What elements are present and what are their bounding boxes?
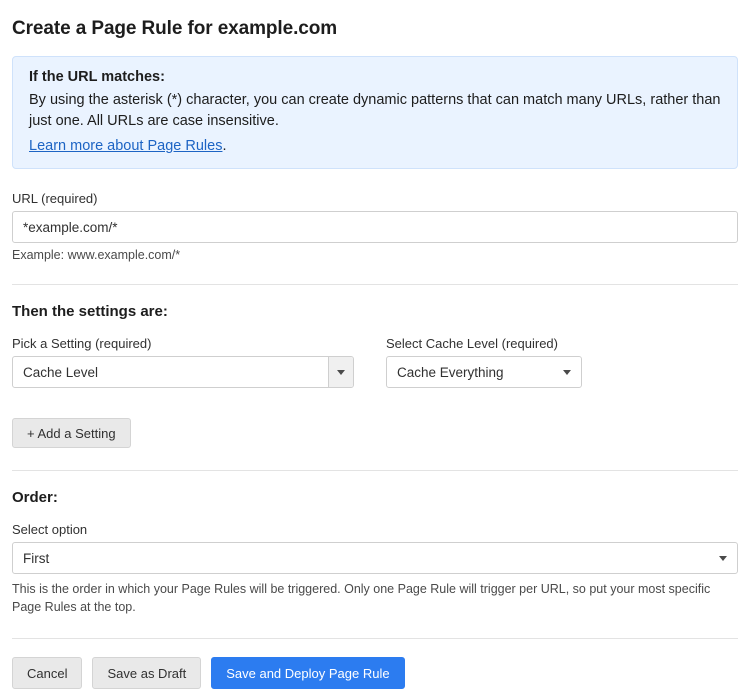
info-box-title: If the URL matches: <box>29 69 165 85</box>
settings-section-title: Then the settings are: <box>12 303 168 321</box>
settings-row <box>12 336 738 388</box>
order-select-label: Select option <box>12 522 88 538</box>
info-box-link-row <box>29 138 721 154</box>
order-hint: This is the order in which your Page Rules will be triggered. Only one Page Rule will trigger per URL, so put your most specific Page Rules at the top. <box>12 582 711 615</box>
cancel-button[interactable]: Cancel <box>12 657 82 689</box>
info-box-link-suffix: . <box>222 138 227 155</box>
cache-level-label: Select Cache Level (required) <box>386 336 558 352</box>
url-input[interactable] <box>12 211 738 243</box>
divider-settings <box>12 284 738 285</box>
learn-more-page-rules-link[interactable]: Learn more about Page Rules <box>29 138 223 155</box>
url-match-info-box <box>12 56 738 169</box>
divider-order <box>12 470 738 471</box>
info-box-text: By using the asterisk (*) character, you can create dynamic patterns that can match many URLs, rather than just one. All URLs are case insensitive. <box>29 92 721 130</box>
add-setting-button[interactable]: + Add a Setting <box>12 418 131 448</box>
form-actions <box>12 657 738 689</box>
order-select-wrap <box>12 542 738 574</box>
pick-setting-label: Pick a Setting (required) <box>12 336 152 352</box>
cache-level-group <box>386 336 582 388</box>
pick-setting-group <box>12 336 354 388</box>
save-and-deploy-button[interactable]: Save and Deploy Page Rule <box>211 657 404 689</box>
url-field-hint: Example: www.example.com/* <box>12 248 181 263</box>
order-select[interactable] <box>12 542 738 574</box>
pick-setting-select[interactable] <box>12 356 354 388</box>
page-title: Create a Page Rule for example.com <box>12 18 338 39</box>
order-section-title: Order: <box>12 489 58 507</box>
pick-setting-select-wrap <box>12 356 354 388</box>
divider-footer <box>12 638 738 639</box>
add-setting-wrap <box>12 418 738 448</box>
cache-level-select[interactable] <box>386 356 582 388</box>
save-as-draft-button[interactable]: Save as Draft <box>92 657 201 689</box>
url-field-label: URL (required) <box>12 191 98 207</box>
cache-level-select-wrap <box>386 356 582 388</box>
